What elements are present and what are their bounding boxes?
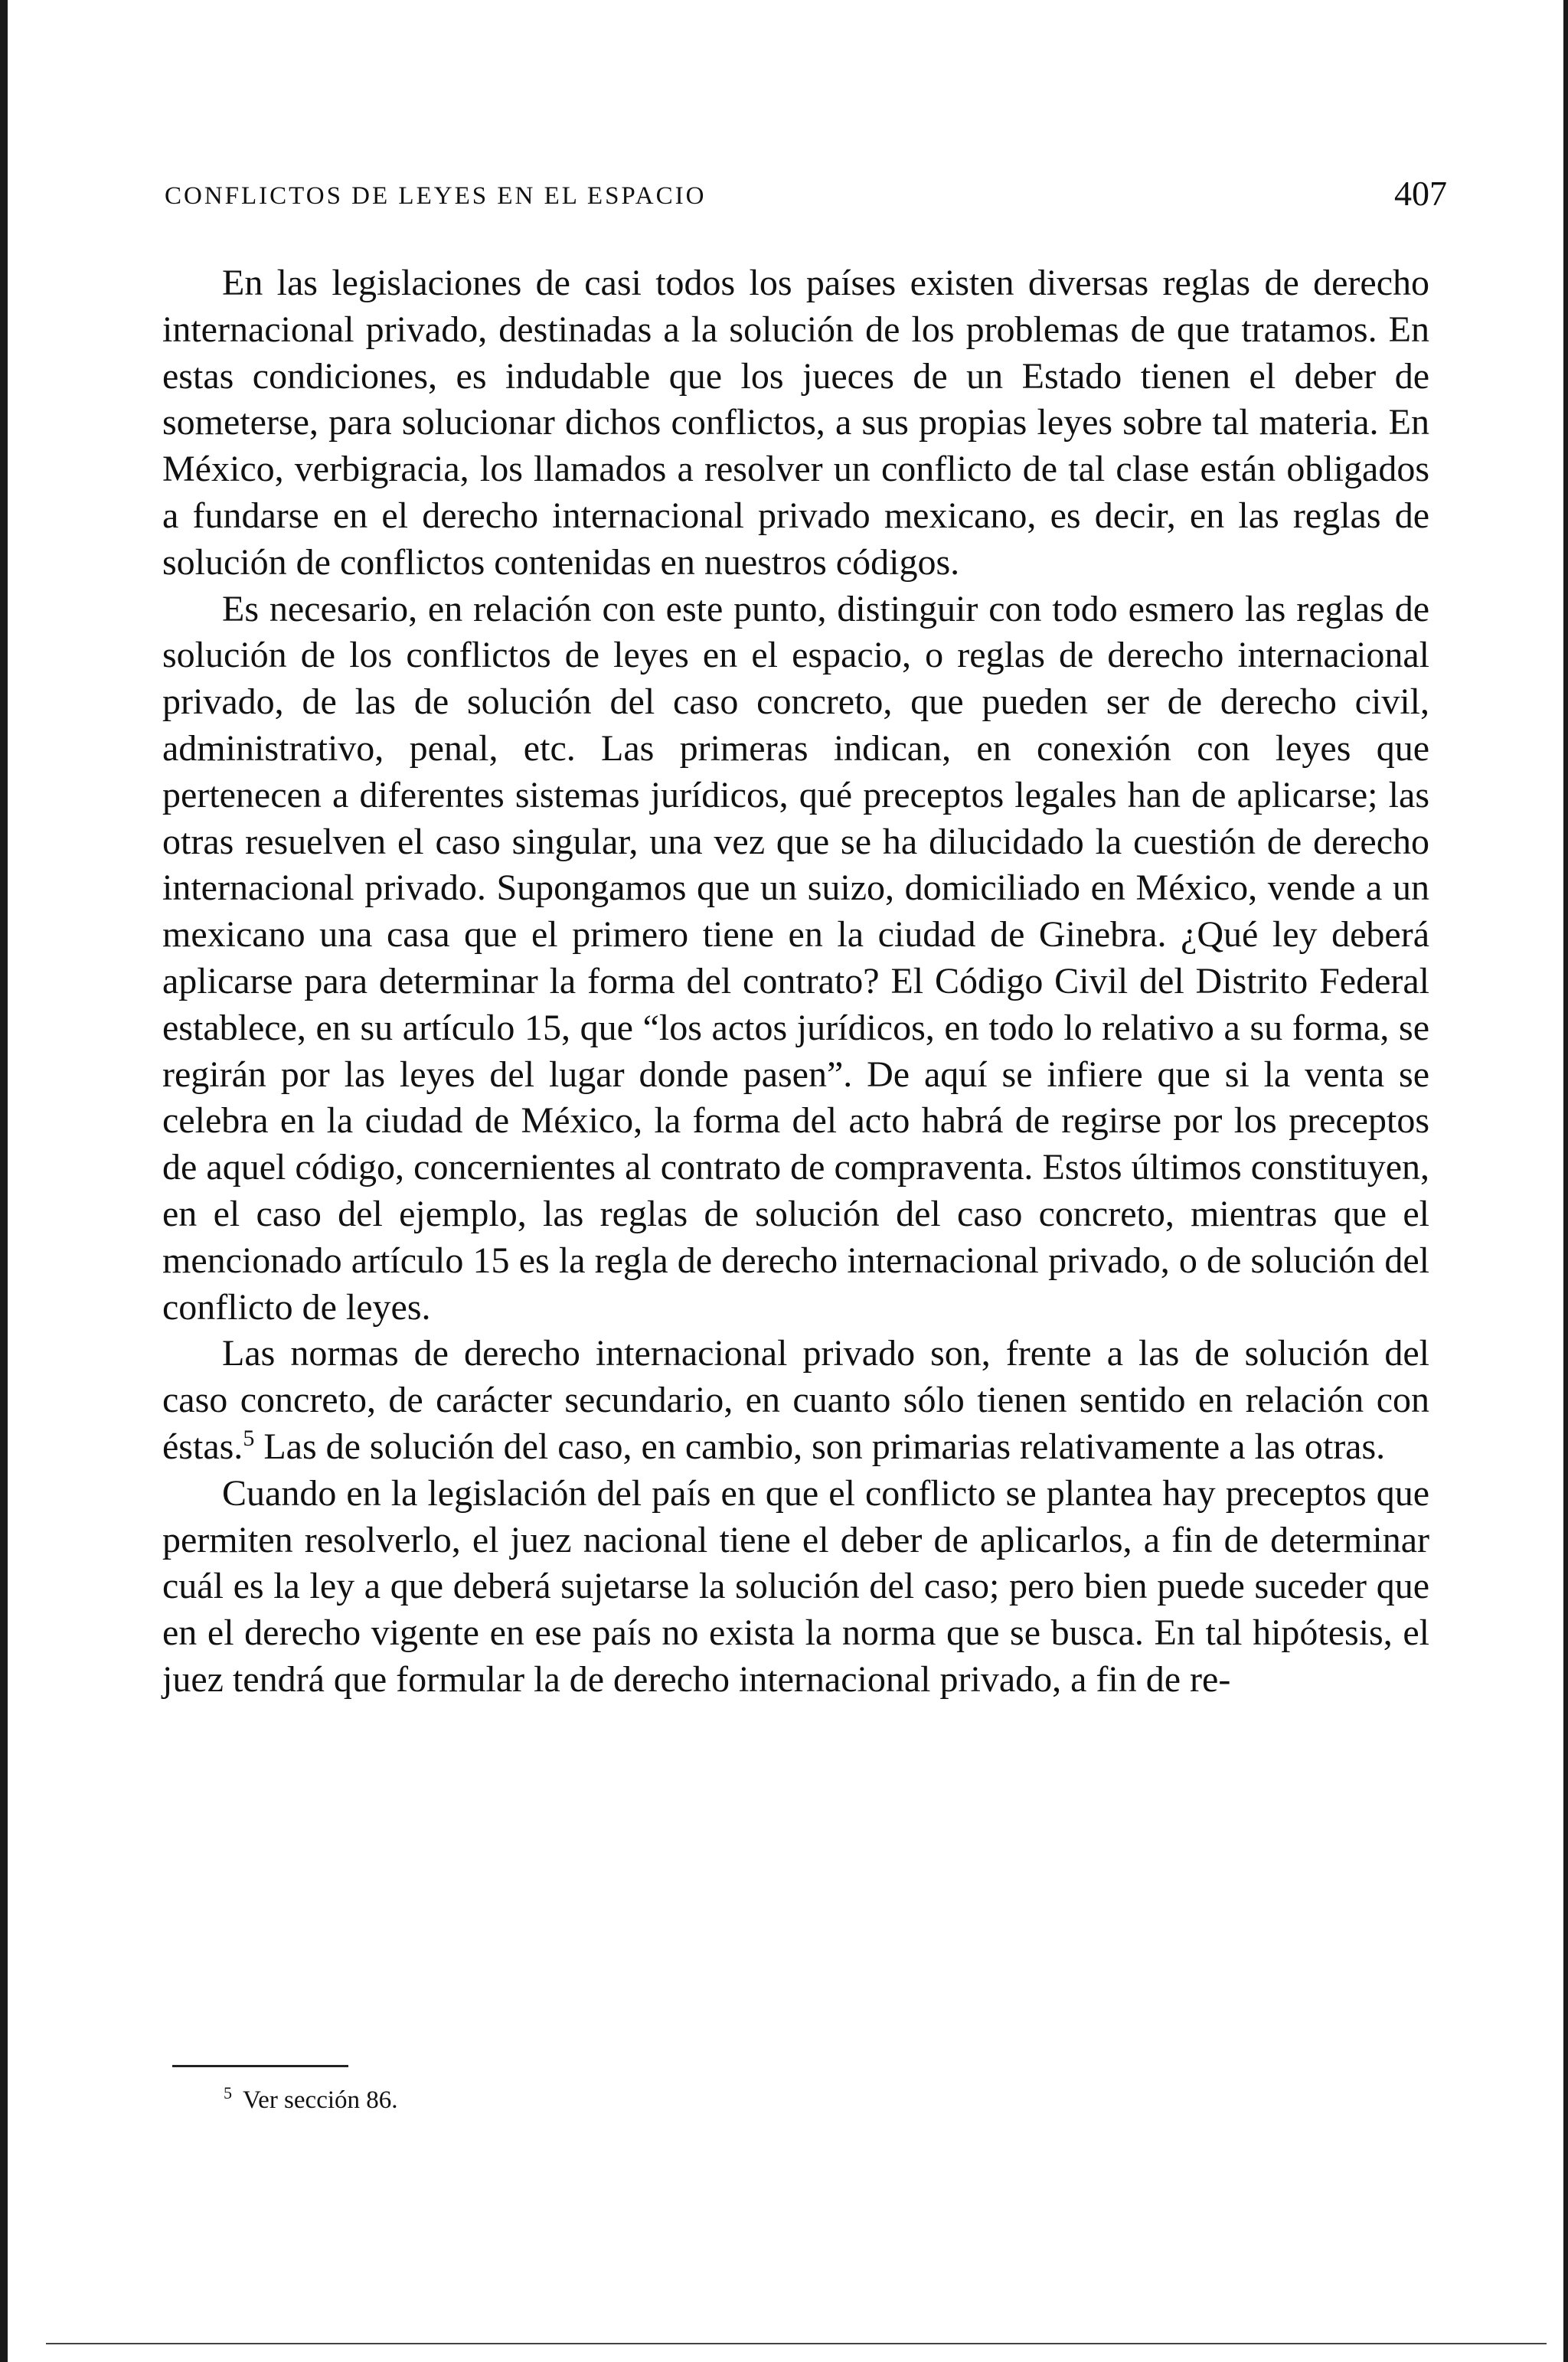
scan-bottom-edge	[46, 2343, 1547, 2344]
paragraph-1: En las legislaciones de casi todos los países existen diversas reglas de derecho internacional privado, destinadas a la solución de los problemas de que tratamos. En estas condiciones, es indudable que los jueces de un Estado tienen el deber de someterse, para solucionar dichos conflictos, a sus propias leyes sobre tal materia. En México, verbigracia, los llamados a resolver un conflicto de tal clase están obligados a fundarse en el derecho internacional privado mexicano, es decir, en las reglas de solución de conflictos contenidas en nuestros códigos.	[162, 263, 1429, 583]
paragraph-3	[162, 1331, 1429, 1470]
page-number: 407	[1394, 174, 1447, 213]
paragraph-3-text-a: Las normas de derecho internacional privado son, frente a las de solución del caso concreto, de carácter secundario, en cuanto sólo tienen sentido en relación con éstas.	[162, 1333, 1429, 1467]
footnote-text: Ver sección 86.	[243, 2086, 398, 2114]
scan-edge-right	[1563, 0, 1568, 2362]
footnote-separator	[172, 2065, 348, 2067]
paragraph-4: Cuando en la legislación del país en que el conflicto se plantea hay preceptos que permiten resolverlo, el juez nacional tiene el deber de aplicarlos, a fin de determinar cuál es la ley a que deberá sujetarse la solución del caso; pero bien puede suceder que en el derecho vigente en ese país no exista la norma que se busca. En tal hipótesis, el juez tendrá que formular la de derecho internacional privado, a fin de re-	[162, 1472, 1429, 1700]
running-title: CONFLICTOS DE LEYES EN EL ESPACIO	[165, 182, 707, 210]
main-text	[162, 260, 1429, 1704]
paragraph-3-text-b: Las de solución del caso, en cambio, son primarias relativamente a las otras.	[254, 1426, 1386, 1467]
scan-edge-left	[0, 0, 8, 2362]
footnote	[224, 2076, 398, 2117]
footnote-marker: 5	[224, 2083, 232, 2102]
running-header	[165, 174, 1447, 224]
paragraph-2: Es necesario, en relación con este punto, distinguir con todo esmero las reglas de solución de los conflictos de leyes en el espacio, o reglas de derecho internacional privado, de las de solución del caso concreto, que pueden ser de derecho civil, administrativo, penal, etc. Las primeras indican, en conexión con leyes que pertenecen a diferentes sistemas jurídicos, qué preceptos legales han de aplicarse; las otras resuelven el caso singular, una vez que se ha dilucidado la cuestión de derecho internacional privado. Supongamos que un suizo, domiciliado en México, vende a un mexicano una casa que el primero tiene en la ciudad de Ginebra. ¿Qué ley deberá aplicarse para determinar la forma del contrato? El Código Civil del Distrito Federal establece, en su artículo 15, que “los actos jurídicos, en todo lo relativo a su forma, se regirán por las leyes del lugar donde pasen”. De aquí se infiere que si la venta se celebra en la ciudad de México, la forma del acto habrá de regirse por los preceptos de aquel código, concernientes al contrato de compraventa. Estos últimos constituyen, en el caso del ejemplo, las reglas de solución del caso concreto, mientras que el mencionado artículo 15 es la regla de derecho internacional privado, o de solución del conflicto de leyes.	[162, 588, 1429, 1328]
footnote-reference: 5	[243, 1425, 255, 1451]
